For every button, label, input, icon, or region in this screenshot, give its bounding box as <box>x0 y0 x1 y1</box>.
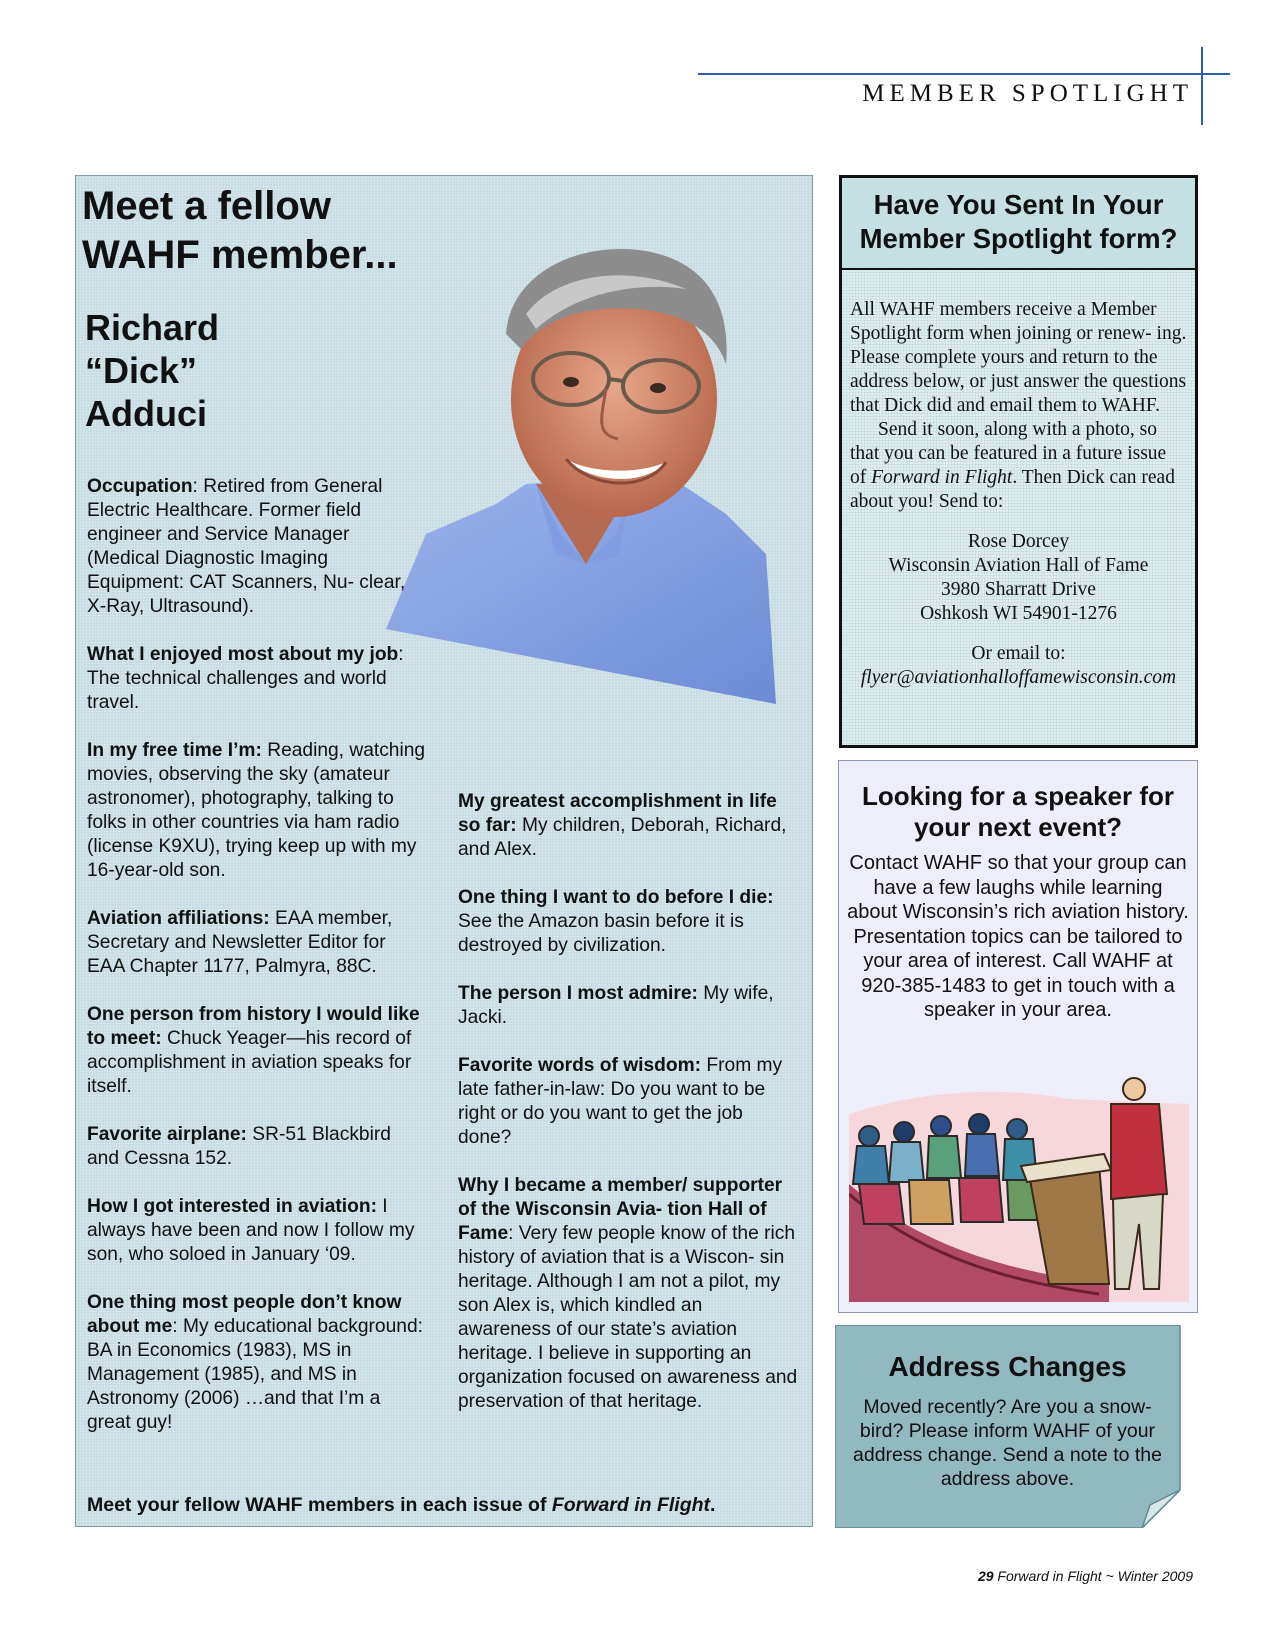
spotlight-form-title: Have You Sent In Your Member Spotlight form? <box>842 178 1195 270</box>
profile-item: One person from history I would like to meet: Chuck Yeager—his record of accomplishment in aviation speaks for itself. <box>87 1004 420 1097</box>
speaker-title: Looking for a speaker for your next event? <box>861 781 1175 842</box>
profile-item: Why I became a member/ supporter of the Wisconsin Avia- tion Hall of Fame: Very few people know of the rich history of aviation that is a Wiscon- sin heritage. Although I am not a pilot, my son Alex is, which kindled an awareness of our state’s aviation heritage. I believe in supporting an organization focused on awareness and preservation of that heritage. <box>458 1175 798 1412</box>
section-title: MEMBER SPOTLIGHT <box>862 80 1193 107</box>
form-paragraph: Send it soon, along with a photo, so that you can be featured in a future issue of Forward in Flight. Then Dick can read about you! Send to: <box>850 419 1175 512</box>
profile-item: In my free time I’m: Reading, watching movies, observing the sky (amateur astronomer), photography, talking to folks in other countries via ham radio (license K9XU), trying keep up with my 16-year-old son. <box>87 740 426 881</box>
profile-item: One thing most people don’t know about me: My educational background: BA in Economics (1983), MS in Management (1985), and MS in Astronomy (2006) …and that I’m a great guy! <box>87 1292 423 1433</box>
profile-item: Aviation affiliations: EAA member, Secretary and Newsletter Editor for EAA Chapter 1177, Palmyra, 88C. <box>87 908 393 977</box>
address-changes-title: Address Changes <box>888 1351 1127 1382</box>
panel-footer: Meet your fellow WAHF members in each issue of Forward in Flight. <box>87 1494 716 1516</box>
spotlight-form-body <box>842 270 1195 690</box>
speaker-box <box>838 760 1198 1313</box>
profile-item: The person I most admire: My wife, Jacki. <box>458 983 774 1028</box>
address-changes-box <box>835 1325 1200 1528</box>
profile-left-column <box>87 475 427 1459</box>
speaker-text: Contact WAHF so that your group can have a few laughs while learning about Wisconsin’s rich aviation history. Presentation topics can be tailored to your area of interest. Call WAHF at 920-385-1483 to get in touch with a speaker in your area. <box>847 852 1189 1021</box>
mailing-address: Rose Dorcey Wisconsin Aviation Hall of Fame 3980 Sharratt Drive Oshkosh WI 54901-1276 <box>888 531 1149 624</box>
form-paragraph: All WAHF members receive a Member Spotlight form when joining or renew- ing. Please complete yours and return to the address below, or just answer the questions that Dick did and email them to WAHF. <box>850 299 1187 416</box>
name-line-2: “Dick” <box>85 350 198 391</box>
page-footer: 29 Forward in Flight ~ Winter 2009 <box>977 1568 1193 1584</box>
profile-item: Favorite words of wisdom: From my late father-in-law: Do you want to be right or do you want to get the job done? <box>458 1055 783 1148</box>
header-rule <box>698 73 1230 75</box>
profile-item: My greatest accomplishment in life so far: My children, Deborah, Richard, and Alex. <box>458 791 787 860</box>
profile-right-column <box>458 790 800 1438</box>
speaker-illustration <box>849 1074 1189 1302</box>
spotlight-form-box <box>839 175 1198 748</box>
page-number: 29 <box>977 1568 994 1584</box>
profile-item: What I enjoyed most about my job: The technical challenges and world travel. <box>87 644 404 713</box>
page-title <box>82 182 398 280</box>
profile-item: One thing I want to do before I die: See the Amazon basin before it is destroyed by civilization. <box>458 887 774 956</box>
member-photo <box>386 234 806 704</box>
email-link[interactable]: flyer@aviationhalloffamewisconsin.com <box>860 667 1177 688</box>
header-vertical-rule <box>1201 47 1203 125</box>
title-line-1: Meet a fellow <box>82 184 331 228</box>
address-changes-text: Moved recently? Are you a snow- bird? Please inform WAHF of your address change. Send a note to the address above. <box>853 1396 1162 1490</box>
name-line-1: Richard <box>85 307 220 348</box>
spotlight-panel <box>75 175 813 1527</box>
title-line-2: WAHF member... <box>82 233 398 277</box>
email-block: Or email to: flyer@aviationhalloffamewisconsin.com <box>860 643 1177 688</box>
member-name <box>85 306 219 435</box>
profile-item: Favorite airplane: SR-51 Blackbird and Cessna 152. <box>87 1124 391 1169</box>
profile-item: How I got interested in aviation: I always have been and now I follow my son, who soloed in January ‘09. <box>87 1196 415 1265</box>
profile-item: Occupation: Retired from General Electric Healthcare. Former field engineer and Service Manager (Medical Diagnostic Imaging Equipment: CAT Scanners, Nu- clear, X-Ray, Ultrasound). <box>87 476 406 617</box>
name-line-3: Adduci <box>85 393 207 434</box>
